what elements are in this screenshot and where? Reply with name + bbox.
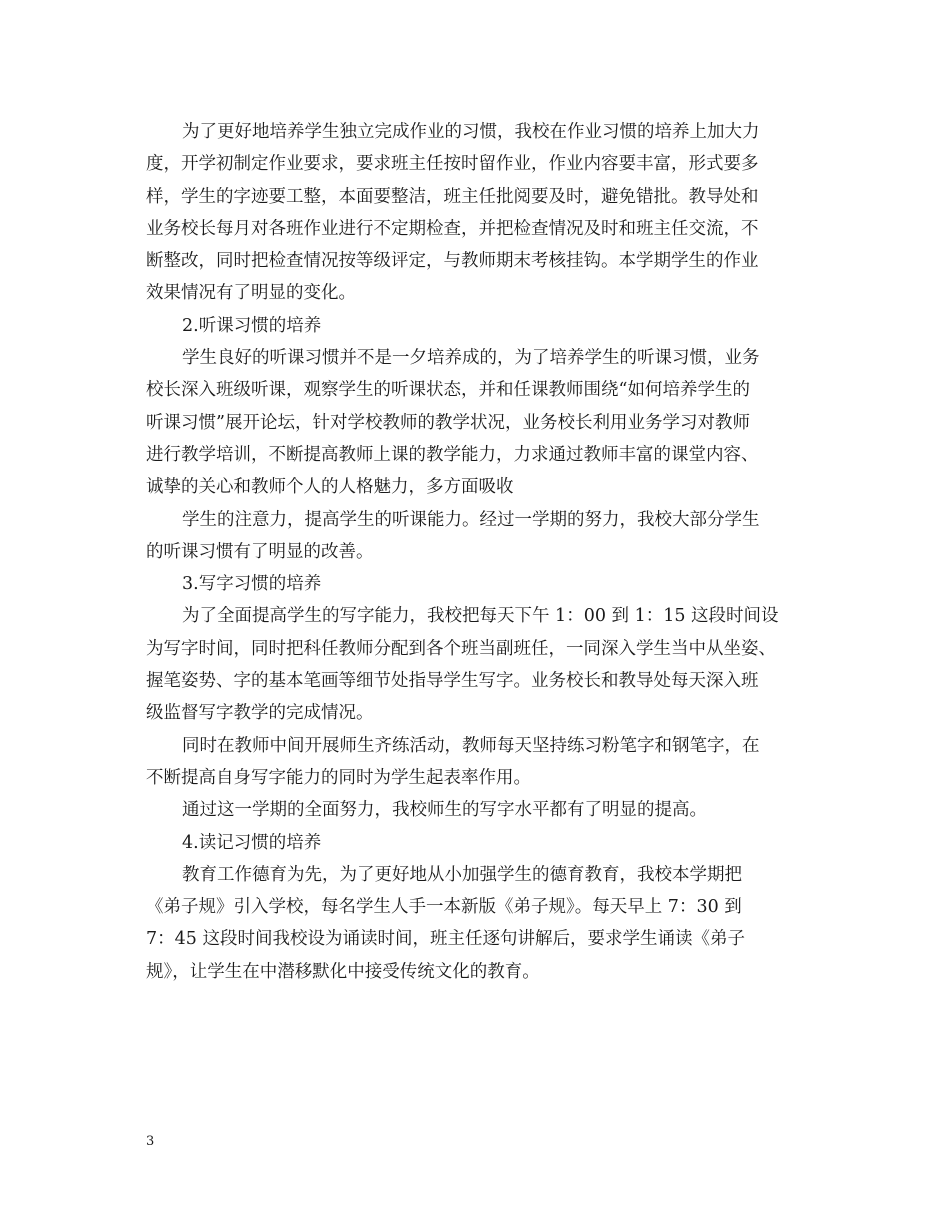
text-line: 7：45 这段时间我校设为诵读时间，班主任逐句讲解后，要求学生诵读《弟子 bbox=[146, 929, 745, 950]
text-line: 学生的注意力，提高学生的听课能力。经过一学期的努力，我校大部分学生 bbox=[182, 509, 760, 530]
text-line: 业务校长每月对各班作业进行不定期检查，并把检查情况及时和班主任交流，不 bbox=[146, 218, 759, 239]
text-line: 为了全面提高学生的写字能力，我校把每天下午 1：00 到 1：15 这段时间设 bbox=[182, 606, 779, 627]
text-line: 诚挚的关心和教师个人的人格魅力，多方面吸收 bbox=[146, 477, 514, 498]
text-line: 为了更好地培养学生独立完成作业的习惯，我校在作业习惯的培养上加大力 bbox=[182, 122, 760, 142]
text-line: 效果情况有了明显的变化。 bbox=[146, 283, 356, 304]
text-line: 通过这一学期的全面努力，我校师生的写字水平都有了明显的提高。 bbox=[182, 800, 707, 821]
text-line: 同时在教师中间开展师生齐练活动，教师每天坚持练习粉笔字和钢笔字，在 bbox=[182, 735, 760, 756]
page-number: 3 bbox=[146, 1134, 155, 1149]
text-line: 的听课习惯有了明显的改善。 bbox=[146, 541, 374, 562]
document-body bbox=[146, 116, 816, 988]
text-line: 进行教学培训，不断提高教师上课的教学能力，力求通过教师丰富的课堂内容、 bbox=[146, 444, 759, 465]
text-line: 3.写字习惯的培养 bbox=[182, 574, 322, 595]
text-line: 级监督写字教学的完成情况。 bbox=[146, 703, 374, 724]
text-line: 《弟子规》引入学校，每名学生人手一本新版《弟子规》。每天早上 7：30 到 bbox=[146, 897, 742, 918]
text-line: 教育工作德育为先，为了更好地从小加强学生的德育教育，我校本学期把 bbox=[182, 864, 742, 885]
text-line: 度，开学初制定作业要求，要求班主任按时留作业，作业内容要丰富，形式要多 bbox=[146, 154, 759, 175]
text-line: 握笔姿势、字的基本笔画等细节处指导学生写字。业务校长和教导处每天深入班 bbox=[146, 671, 759, 692]
text-line: 断整改，同时把检查情况按等级评定，与教师期末考核挂钩。本学期学生的作业 bbox=[146, 251, 759, 272]
text-line: 样，学生的字迹要工整，本面要整洁，班主任批阅要及时，避免错批。教导处和 bbox=[146, 186, 759, 207]
text-line: 为写字时间，同时把科任教师分配到各个班当副班任，一同深入学生当中从坐姿、 bbox=[146, 638, 776, 659]
text-line: 听课习惯”展开论坛，针对学校教师的教学状况，业务校长利用业务学习对教师 bbox=[146, 412, 750, 433]
text-line: 不断提高自身写字能力的同时为学生起表率作用。 bbox=[146, 767, 531, 788]
text-line: 学生良好的听课习惯并不是一夕培养成的，为了培养学生的听课习惯，业务 bbox=[182, 348, 760, 369]
text-line: 规》，让学生在中潜移默化中接受传统文化的教育。 bbox=[146, 961, 540, 982]
text-line: 4.读记习惯的培养 bbox=[182, 832, 322, 853]
text-line: 校长深入班级听课，观察学生的听课状态，并和任课教师围绕“如何培养学生的 bbox=[146, 380, 750, 401]
text-line: 2.听课习惯的培养 bbox=[182, 315, 322, 336]
